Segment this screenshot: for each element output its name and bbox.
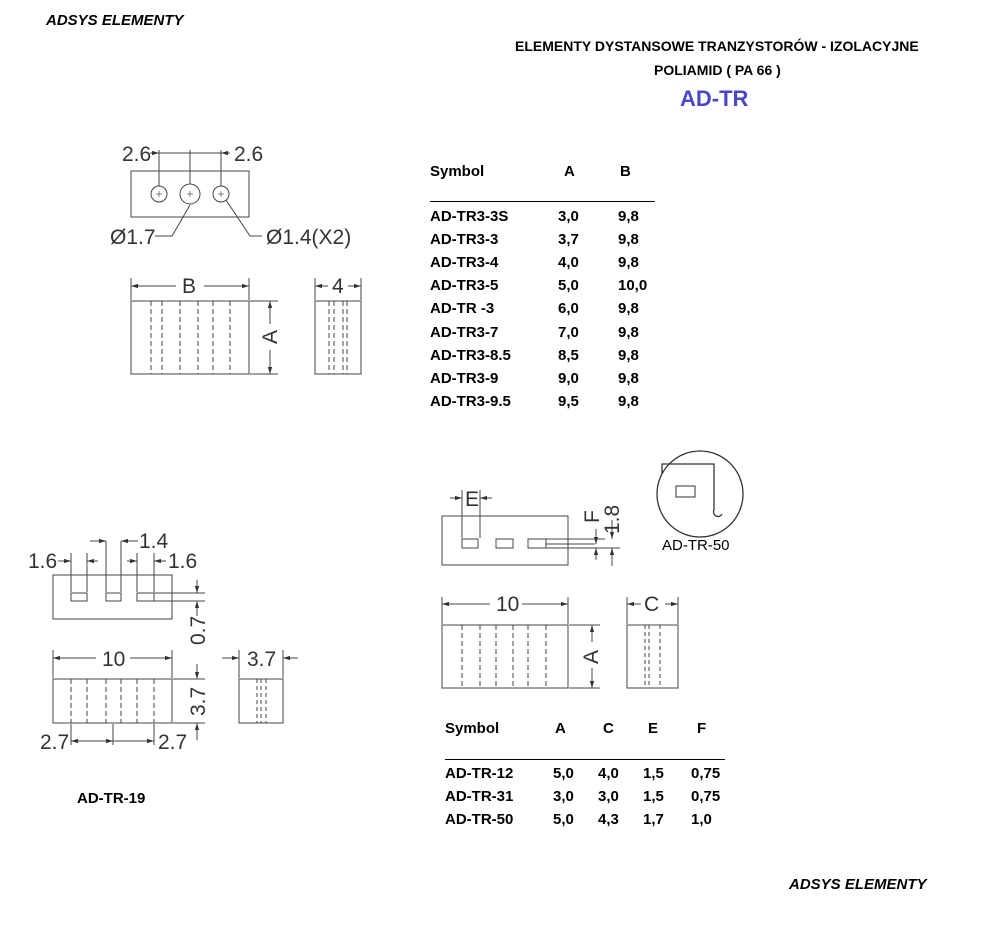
table-trx [445, 720, 735, 835]
table-tr3-cell: 3,0 [558, 208, 579, 225]
trx-front-view [442, 597, 600, 688]
table-tr3-cell: AD-TR -3 [430, 300, 495, 318]
table-trx-cell: 5,0 [553, 765, 574, 782]
table-tr3-cell: 8,5 [558, 346, 579, 364]
tr19-dim-0-7: 0.7 [187, 615, 210, 645]
table-tr3-cell: AD-TR3-7 [430, 323, 499, 341]
tr19-dim-1-4: 1.4 [139, 530, 169, 553]
table-tr3-cell: 6,0 [558, 300, 579, 318]
table-trx-header-a: A [555, 720, 566, 737]
tr19-dim-3-7-top: 3.7 [247, 648, 277, 671]
trx-dim-1-8: 1.8 [601, 504, 624, 534]
table-trx-header-symbol: Symbol [445, 720, 500, 737]
tr3-dim-left: 2.6 [122, 143, 152, 166]
table-tr3-header-symbol: Symbol [430, 163, 485, 180]
table-trx-cell: 3,0 [598, 788, 619, 805]
table-tr3-cell: AD-TR3-9 [430, 369, 499, 387]
table-trx-cell: 1,5 [643, 788, 664, 805]
tr19-dim-1-6-left: 1.6 [28, 550, 58, 573]
table-trx-cell: 0,75 [691, 788, 721, 805]
table-tr3-cell: 10,0 [618, 277, 648, 295]
tr19-dim-10: 10 [102, 648, 126, 671]
table-tr3-cell: 3,7 [558, 231, 579, 249]
tr3-dim-hole-small: Ø1.4(X2) [266, 226, 352, 249]
trx-dim-a: A [580, 649, 603, 664]
table-tr3-cell: 9,8 [618, 346, 639, 364]
tr3-dim-a: A [259, 329, 282, 344]
table-tr3-cell: 4,0 [558, 254, 579, 272]
table-tr3-cell: 9,8 [618, 392, 639, 410]
tr19-caption: AD-TR-19 [77, 790, 146, 807]
product-code: AD-TR [680, 86, 749, 111]
tr19-dim-2-7-right: 2.7 [158, 731, 188, 754]
page-subtitle: POLIAMID ( PA 66 ) [654, 62, 781, 78]
table-tr3-cell: 9,8 [618, 323, 639, 341]
table-tr3-divider [430, 201, 655, 202]
trx-dim-c: C [644, 593, 660, 616]
table-tr3-cell: 5,0 [558, 277, 579, 295]
table-trx-header-c: C [603, 720, 614, 737]
table-trx-cell: 4,0 [598, 765, 619, 782]
tr50-detail-caption: AD-TR-50 [662, 537, 730, 554]
trx-dim-f: F [581, 510, 604, 523]
table-tr3-cell: AD-TR3-4 [430, 254, 499, 272]
table-trx-cell: 1,5 [643, 765, 664, 782]
trx-dim-e: E [465, 488, 480, 511]
table-tr3-cell: AD-TR3-3S [430, 208, 509, 225]
table-trx-cell: 1,0 [691, 811, 712, 828]
table-tr3-cell: 9,8 [618, 231, 639, 249]
page-title: ELEMENTY DYSTANSOWE TRANZYSTORÓW - IZOLACYJNE [515, 38, 919, 54]
table-tr3-cell: AD-TR3-5 [430, 277, 499, 295]
table-tr3-header-b: B [620, 163, 631, 180]
tr19-dim-1-6-right: 1.6 [168, 550, 198, 573]
table-tr3-cell: AD-TR3-9.5 [430, 392, 511, 410]
table-tr3-cell: 9,0 [558, 369, 579, 387]
table-tr3-cell: AD-TR3-8.5 [430, 346, 511, 364]
tr3-dim-b: B [182, 275, 197, 298]
table-tr3-cell: 9,8 [618, 300, 639, 318]
table-trx-cell: AD-TR-31 [445, 788, 514, 805]
tr3-front-view [131, 278, 278, 374]
tr19-dim-2-7-left: 2.7 [40, 731, 70, 754]
table-trx-cell: 3,0 [553, 788, 574, 805]
tr50-detail-view [657, 451, 743, 537]
table-trx-cell: 1,7 [643, 811, 664, 828]
table-trx-header-e: E [648, 720, 659, 737]
brand-top: ADSYS ELEMENTY [46, 12, 184, 29]
table-tr3-cell: 9,8 [618, 208, 639, 225]
table-trx-header-f: F [697, 720, 707, 737]
table-trx-cell: 5,0 [553, 811, 574, 828]
tr3-dim-right: 2.6 [234, 143, 264, 166]
table-trx-divider [445, 759, 725, 760]
table-trx-cell: 0,75 [691, 765, 721, 782]
brand-bottom: ADSYS ELEMENTY [789, 876, 927, 893]
table-tr3-cell: AD-TR3-3 [430, 231, 499, 249]
table-tr3 [430, 163, 660, 413]
table-tr3-cell: 9,8 [618, 369, 639, 387]
tr19-dim-3-7-side: 3.7 [187, 686, 210, 716]
tr3-dim-4: 4 [332, 275, 344, 298]
table-tr3-cell: 9,5 [558, 392, 579, 410]
table-tr3-cell: 9,8 [618, 254, 639, 272]
table-trx-cell: 4,3 [598, 811, 619, 828]
tr3-dim-hole-large: Ø1.7 [110, 226, 156, 249]
table-tr3-header-a: A [564, 163, 575, 180]
table-trx-cell: AD-TR-12 [445, 765, 514, 782]
table-tr3-cell: 7,0 [558, 323, 579, 341]
table-trx-cell: AD-TR-50 [445, 811, 514, 828]
trx-dim-10: 10 [496, 593, 520, 616]
